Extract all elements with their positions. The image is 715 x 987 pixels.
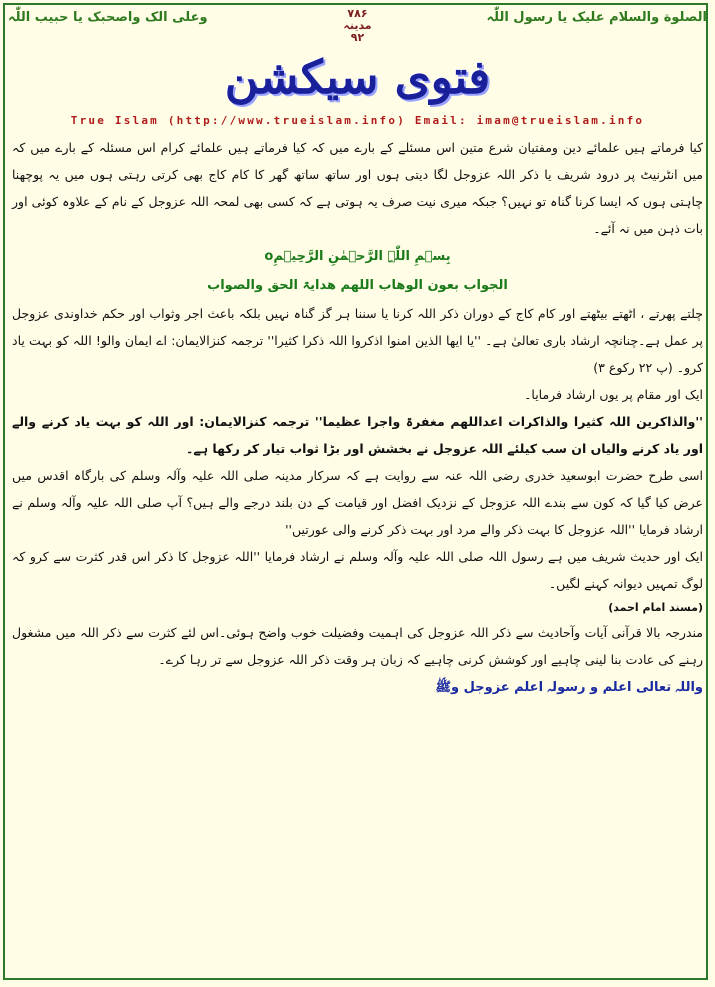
answer-paragraph-1: چلتے پھرتے ، اٹھتے بیٹھتے اور کام کاج کے دوران ذکر اللہ کرنا یا سننا ہر گز گناہ نہیں بلکہ باعث اجر وثواب اور حکم خداوندی عزوجل پر عمل ہے۔چنانچہ ارشاد باری تعالیٰ ہے۔ ''یا ایھا الذین امنوا اذکروا اللہ ذکرا کثیرا'' ترجمہ کنزالایمان: اے ایمان والو! اللہ کو بہت یاد کرو۔ (پ ۲۲ رکوع ۳) bbox=[12, 306, 703, 375]
answer-paragraph-2: ایک اور مقام پر یوں ارشاد فرمایا۔ bbox=[524, 387, 703, 402]
site-contact-line: True Islam (http://www.trueislam.info) Email: imam@trueislam.info bbox=[70, 114, 645, 127]
fatwa-body bbox=[12, 134, 703, 703]
answer-heading: الجواب بعون الوھاب اللھم ھدایۃ الحق والصواب bbox=[207, 278, 508, 293]
question-paragraph: کیا فرماتے ہیں علمائے دین ومفتیان شرع متین اس مسئلے کے بارے میں کہ کیا فرماتے ہیں علمائے کرام اس مسئلہ کے بارے میں کہ میں انٹرنیٹ پر درود شریف یا ذکر اللہ عزوجل لگا دیتی ہوں اور ساتھ ساتھ گھر کا کام کاج بھی کرتی رہتی ہوں میں یہ پوچھنا چاہتی ہوں کہ ایسا کرنا گناہ تو نہیں؟ جبکہ میری نیت صرف یہ ہوتی ہے کہ کسی بھی لمحہ اللہ عزوجل کے نام کے علاوہ کوئی اور بات ذہن میں نہ آئے۔ bbox=[12, 140, 703, 236]
answer-paragraph-3: ''والذاکرین اللہ کثیرا والذاکرات اعداللھم مغفرۃ واجرا عظیما'' ترجمہ کنزالایمان: اور اللہ کو بہت یاد کرنے والے اور یاد کرنے والیاں ان سب کیلئے اللہ عزوجل نے بخشش اور بڑا ثواب تیار کر رکھا ہے۔ bbox=[12, 414, 703, 456]
hadith-reference: (مسند امام احمد) bbox=[608, 601, 703, 614]
page-title: فتوی سیکشن bbox=[224, 50, 491, 104]
answer-paragraph-6: مندرجہ بالا قرآنی آیات وآحادیث سے ذکر اللہ عزوجل کی اہمیت وفضیلت خوب واضح ہوئی۔اس لئے کثرت سے ذکر اللہ میں مشغول رہنے کی عادت بنا لینی چاہیے اور کوشش کرنی چاہیے کہ زبان ہر وقت ذکر اللہ عزوجل سے تر رہا کرے۔ bbox=[12, 625, 703, 667]
header-salutation-left: الصلوة والسلام علیک یا رسول اللّٰہ bbox=[486, 10, 707, 25]
header-center-emblem bbox=[343, 8, 371, 44]
answer-paragraph-4: اسی طرح حضرت ابوسعید خدری رضی اللہ عنہ سے روایت ہے کہ سرکار مدینہ صلی اللہ علیہ وآلہ وسلم کی بارگاہ اقدس میں عرض کیا گیا کہ کون سے بندے اللہ عزوجل کے نزدیک افضل اور قیامت کے دن بلند درجے والے ہیں؟ آپ صلی اللہ علیہ وآلہ وسلم نے ارشاد فرمایا ''اللہ عزوجل کا بہت ذکر والے مرد اور بہت ذکر کرنے والی عورتیں'' bbox=[12, 468, 703, 537]
bismillah: بِسۡمِ اللّٰہِ الرَّحۡمٰنِ الرَّحِیۡمِo bbox=[264, 249, 451, 264]
closing-phrase: واللہ تعالی اعلم و رسولہ اعلم عزوجل وﷺ bbox=[435, 680, 703, 695]
header-salutation-right: وعلی الک واصحبک یا حبیب اللّٰہ bbox=[8, 10, 208, 25]
header-center-middle: مدینہ bbox=[343, 19, 372, 32]
answer-paragraph-5: ایک اور حدیث شریف میں ہے رسول اللہ صلی اللہ علیہ وآلہ وسلم نے ارشاد فرمایا ''اللہ عزوجل کا ذکر اس قدر کثرت سے کرو کہ لوگ تمہیں دیوانہ کہنے لگیں۔ bbox=[12, 549, 703, 591]
header bbox=[8, 7, 707, 44]
header-center-bottom: ۹۲ bbox=[350, 31, 365, 44]
header-center-top: ۷۸۶ bbox=[347, 7, 368, 20]
